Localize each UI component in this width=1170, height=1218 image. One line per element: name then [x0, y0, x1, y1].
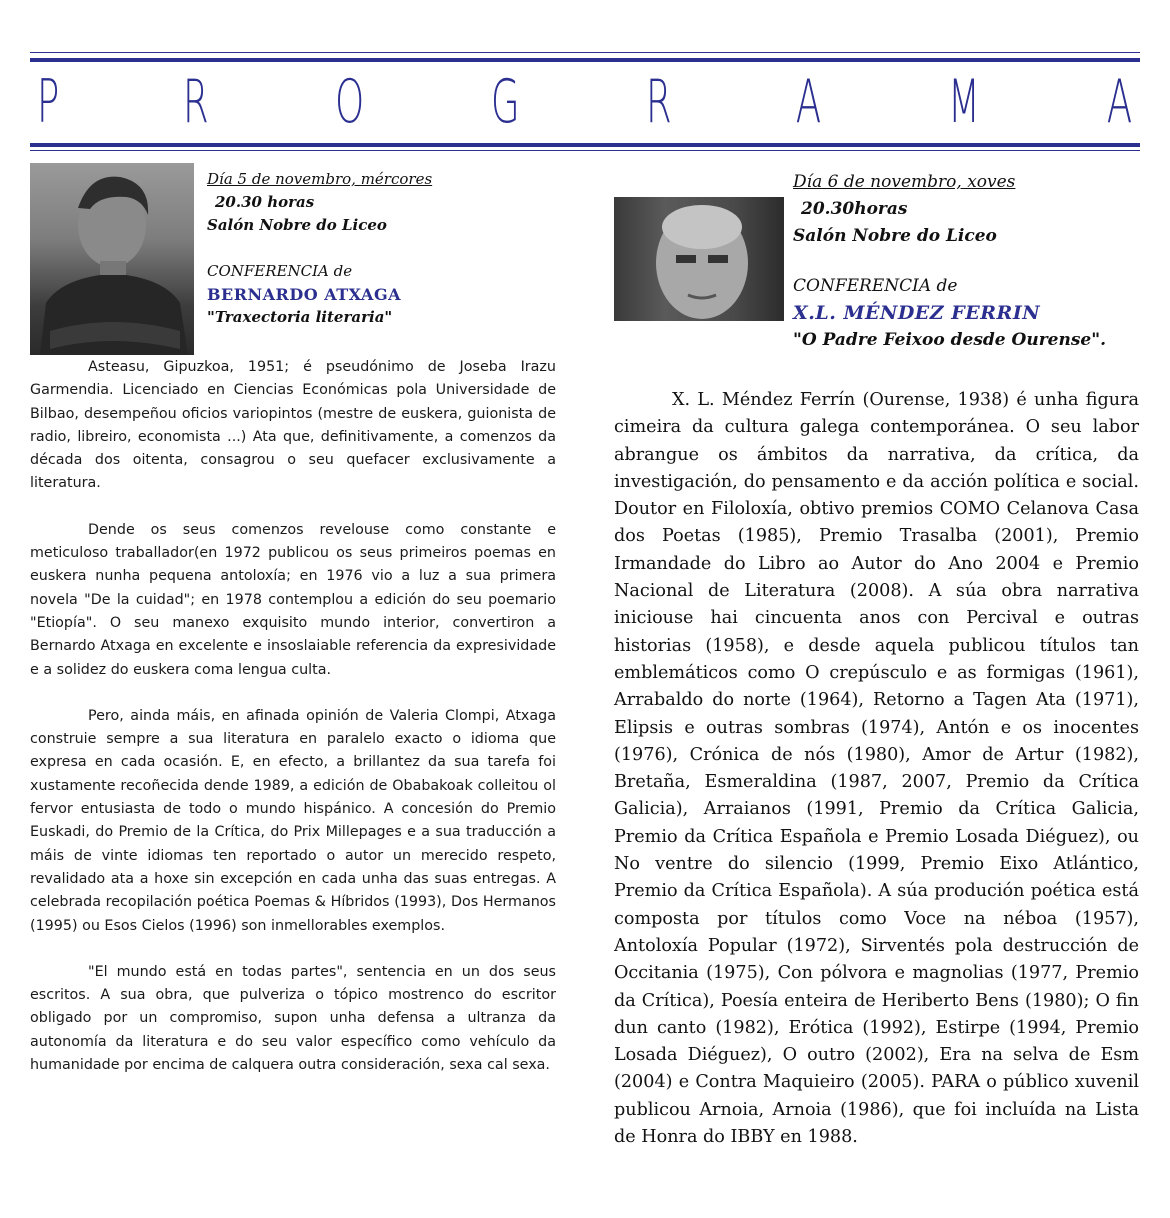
- header-rule-bottom-thin: [30, 150, 1140, 151]
- conference-label: CONFERENCIA de: [207, 262, 353, 280]
- title-letter: A: [1106, 67, 1133, 137]
- paragraph: "El mundo está en todas partes", sentencia en un dos seus escritos. A sua obra, que pulveriza o tópico mostrenco do escritor obligado por un compromiso, supon unha defensa a ultranza da autonomía da literatura e do seu valor específico como vehículo da humanidade por encima de calquera outra consideración, sexa cal sexa.: [30, 963, 556, 1074]
- title-letter: G: [490, 67, 520, 137]
- title-letter: P: [36, 67, 60, 137]
- header-rule-top-thin: [30, 52, 1140, 53]
- event-time: 20.30horas: [801, 199, 908, 219]
- talk-title: "Traxectoria literaria": [207, 308, 393, 326]
- header-rule-bottom-thick: [30, 143, 1140, 147]
- title-letter: M: [948, 67, 981, 137]
- title-letter: O: [334, 67, 365, 137]
- title-letter: A: [795, 67, 822, 137]
- event-time: 20.30 horas: [215, 193, 315, 211]
- talk-title: "O Padre Feixoo desde Ourense".: [793, 330, 1107, 350]
- event-venue: Salón Nobre do Liceo: [207, 216, 387, 234]
- paragraph: Pero, ainda máis, en afinada opinión de Valeria Clompi, Atxaga construie sempre a sua literatura en paralelo exacto o idioma que expresa en cada ocasión. E, en efecto, a brillantez da sua tarefa foi xustamente recoñecida dende 1989, a edición de Obabakoak colleitou ol fervor entusiasta de todo o mundo hispánico. A concesión do Premio Euskadi, do Premio de la Crítica, do Prix Millepages e a sua traducción a máis de vinte idiomas ten reportado o autor un merecido respeto, revalidado ata a hoxe sin excepción en cada unha das suas entregas. A celebrada recopilación poética Poemas & Híbridos (1993), Dos Hermanos (1995) ou Esos Cielos (1996) son inmellorables exemplos.: [30, 707, 556, 934]
- event-info-left: [207, 168, 507, 329]
- paragraph: Dende os seus comenzos revelouse como constante e meticuloso traballador(en 1972 publicou os seus primeiros poemas en euskera nunha pequena antoloxía; en 1976 vio a luz a sua primera novela "De la cuidad"; en 1978 contemplou a edición do seu poemario "Etiopía". O seu manexo exquisito mundo interior, convertiron a Bernardo Atxaga en excelente e insoslaiable referencia da expresividade e a solidez do euskera coma lengua culta.: [30, 521, 556, 678]
- speaker-photo-mendez-ferrin: [614, 197, 784, 321]
- conference-label: CONFERENCIA de: [793, 276, 958, 296]
- title-letter: R: [645, 67, 672, 137]
- page-title: [30, 63, 1140, 141]
- speaker-name: X.L. MÉNDEZ FERRIN: [793, 302, 1041, 324]
- event-date: Día 6 de novembro, xoves: [793, 172, 1016, 192]
- title-letter: R: [183, 67, 209, 137]
- biography-left: [30, 356, 556, 1100]
- header-rule-top-thick: [30, 58, 1140, 62]
- speaker-name: BERNARDO ATXAGA: [207, 285, 402, 304]
- biography-right: [614, 387, 1139, 1151]
- event-venue: Salón Nobre do Liceo: [793, 226, 997, 246]
- event-date: Día 5 de novembro, mércores: [207, 170, 433, 188]
- paragraph: X. L. Méndez Ferrín (Ourense, 1938) é unha figura cimeira da cultura galega contemporánea. O seu labor abrangue os ámbitos da narrativa, da crítica, da investigación, do pensamento e da acción política e social. Doutor en Filoloxía, obtivo premios COMO Celanova Casa dos Poetas (1985), Premio Trasalba (2001), Premio Irmandade do Libro ao Autor do Ano 2004 e Premio Nacional de Literatura (2008). A súa obra narrativa iniciouse hai cincuenta anos con Percival e outras historias (1958), e desde aquela publicou títulos tan emblemáticos como O crepúsculo e as formigas (1961), Arrabaldo do norte (1964), Retorno a Tagen Ata (1971), Elipsis e outras sombras (1974), Antón e os inocentes (1976), Crónica de nós (1980), Amor de Artur (1982), Bretaña, Esmeraldina (1987, 2007, Premio da Crítica Galicia), Arraianos (1991, Premio da Crítica Galicia, Premio da Crítica Española e Premio Losada Diéguez), ou No ventre do silencio (1999, Premio Eixo Atlántico, Premio da Crítica Española). A súa produción poética está composta por títulos como Voce na néboa (1957), Antoloxía Popular (1972), Sirventés pola destrucción de Occitania (1975), Con pólvora e magnolias (1977, Premio da Crítica), Poesía enteira de Heriberto Bens (1980); O fin dun canto (1982), Erótica (1992), Estirpe (1994, Premio Losada Diéguez), O outro (2002), Era na selva de Esm (2004) e Contra Maquieiro (2005). PARA o público xuvenil publicou Arnoia, Arnoia (1986), que foi incluída na Lista de Honra do IBBY en 1988.: [614, 390, 1139, 1148]
- paragraph: Asteasu, Gipuzkoa, 1951; é pseudónimo de Joseba Irazu Garmendia. Licenciado en Ciencias Económicas pola Universidade de Bilbao, desempeñou oficios variopintos (mestre de euskera, guionista de radio, libreiro, economista ...) Ata que, definitivamente, a comenzos da década dos oitenta, consagrou o seu quefacer exclusivamente a literatura.: [30, 359, 556, 492]
- speaker-photo-atxaga: [30, 163, 194, 355]
- event-info-right: [793, 169, 1153, 354]
